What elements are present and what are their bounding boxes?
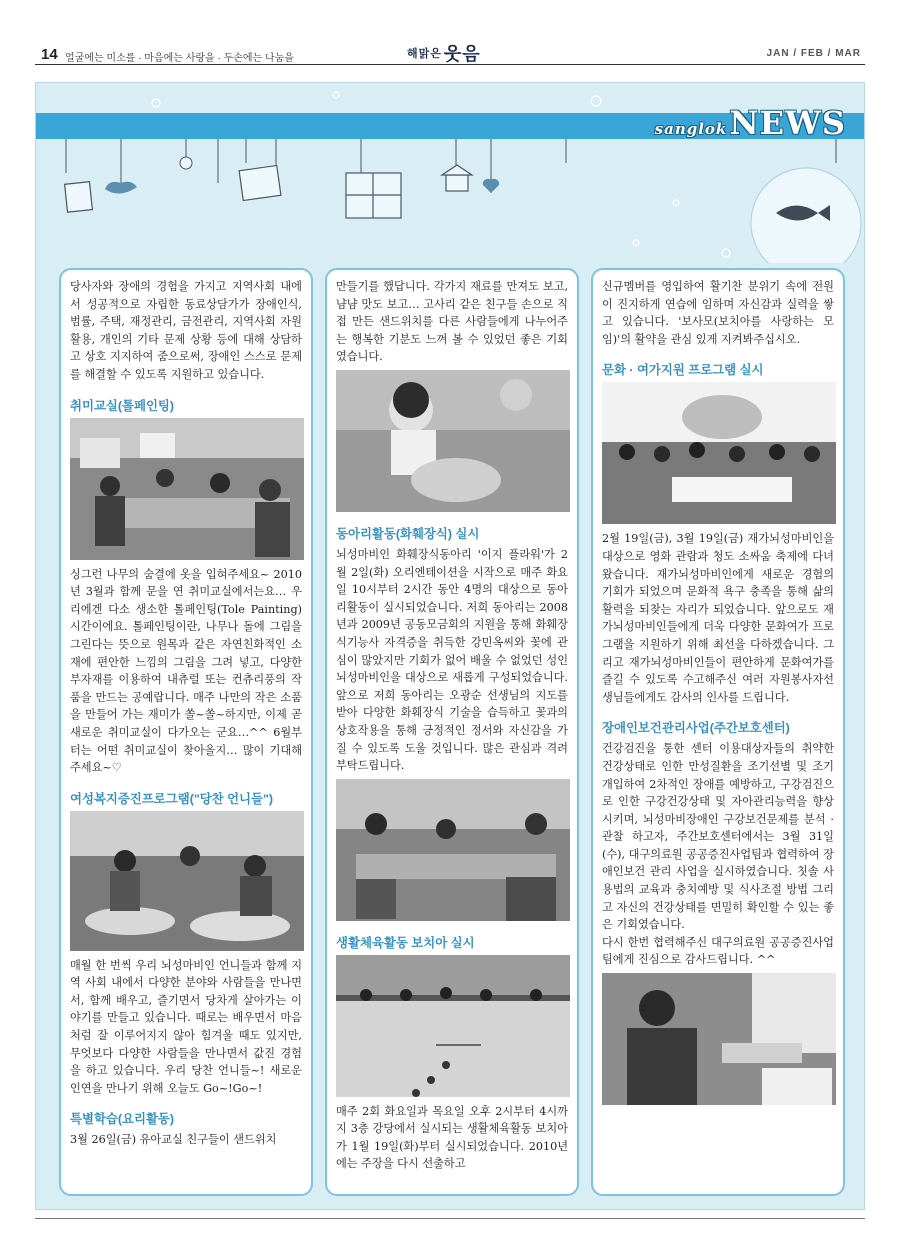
intro-paragraph: 당사자와 장애의 경험을 가지고 지역사회 내에서 성공적으로 자립한 동료상담가가 장애인식, 범률, 주택, 재정관리, 금전관리, 지역사회 자원 활용, 개인의 기타 문제 상황 등에 대해 상담하고 상호 지지하여 줌으로써, 장애인 스스로 문제를 해결할 수 있도록 지원하고 있습니다. xyxy=(70,280,302,381)
photo-women-program xyxy=(70,811,304,951)
issue-months: JAN / FEB / MAR xyxy=(766,48,861,59)
page-footer-line xyxy=(35,1218,865,1219)
leaf-icon xyxy=(105,182,137,194)
section-heading-health: 장애인보건관리사업(주간보호센터) xyxy=(602,721,790,736)
section-heading-boccia: 생활체육활동 보치아 실시 xyxy=(336,935,475,950)
boccia-paragraph: 매주 2회 화요일과 목요일 오후 2시부터 4시까지 3층 강당에서 실시되는 생활체육활동 보치아가 1월 19일(화)부터 실시되었습니다. 2010년에는 주장을 다시 선출하고 xyxy=(336,1104,568,1171)
women-paragraph: 매월 한 번씩 우리 뇌성마비인 언니들과 함께 지역 사회 내에서 다양한 분야와 사람들을 만나면서, 함께 배우고, 즐기면서 당차게 살아가는 이야기를 만들고 있습니다. 때로는 배우면서 마음처럼 잘 이루어지지 않아 힘겨울 때도 있지만, 무엇보다 다양한 사람들을 만나면서 값진 경험을 하고 있습니다. 우리 당찬 언니들~! 새로운 인연을 만나기 위해 오늘도 Go~!Go~! xyxy=(70,958,302,1095)
article-column-3 xyxy=(591,268,845,1196)
fish-circle-icon xyxy=(751,168,861,263)
heart-icon xyxy=(483,179,499,193)
photo-flower-club xyxy=(336,779,570,921)
flower-paragraph: 뇌성마비인 화훼장식동아리 '이지 플라워'가 2월 2일(화) 오리엔테이션을 시작으로 매주 화요일 10시부터 2시간 동안 4명의 대상으로 동아리활동이 실시되었습니다. 저희 동아리는 2008년과 2009년 공동모금회의 지원을 통해 화훼장식기능사 자격증을 취득한 강민옥씨와 꽃에 관심이 많았지만 기회가 없어 배울 수 없었던 성인뇌성마비인을 대상으로 새롭게 구성되었습니다. 앞으로 저희 동아리는 오광순 선생님의 지도를 받아 다양한 화훼장식 기술을 습득하고 꽃과의 상호작용을 통해 긍정적인 정서와 자신감을 가질 수 있도록 도울 것입니다. 많은 관심과 격려 부탁드립니다. xyxy=(336,547,568,773)
news-title-prefix: sanglok xyxy=(654,120,728,138)
photo-child-sandwich xyxy=(336,370,570,512)
photo-tole-painting xyxy=(70,418,304,560)
photo-health-checkup xyxy=(602,973,836,1105)
logo-small-text: 해맑은 xyxy=(407,48,442,60)
hobby-paragraph: 싱그런 나무의 숨결에 옷을 입혀주세요~ 2010년 3월과 함께 문을 연 취미교실에서는요… 우리에겐 다소 생소한 톨페인팅(Tole Painting)시간이에요. 톨페인팅이란, 나무나 돌에 그림을 그린다는 뜻으로 원목과 같은 자연친화적인 소재에 편안한 느낌의 그림을 그려 넣고, 다양한 부자재를 이용하여 내츄럴 또는 컨츄리풍의 작품을 만드는 공예랍니다. 매주 나만의 작은 소품을 만들어 가는 재미가 쏠~쏠~하지만, 이제 곧 새로운 취미교실이 다가오는 군요…^^ 6월부터는 어떤 취미교실이 찾아올지… 많이 기대해 주세요~♡ xyxy=(70,567,302,775)
section-heading-culture: 문화 · 여가지원 프로그램 실시 xyxy=(602,363,764,378)
health-paragraph: 건강검진을 통한 센터 이용대상자들의 취약한 건강상태로 인한 만성질환을 조기선별 및 조기 개입하여 2차적인 장애를 예방하고, 구강검진으로 인한 구강건강상태 및 자아관리능력을 향상시키며, 뇌성마비장애인 구강보건문제를 분석 · 관찰 하고자, 주간보호센터에서는 3월 31일(수), 대구의료원 공공증진사업팀과 협력하여 장애인보건 관리 사업을 실시하였습니다. 칫솔 사용법의 교육과 충치예방 및 식사조절 방법 그리고 자신의 건강상태를 면밀히 확인할 수 있는 좋은 기회였습니다. xyxy=(602,742,834,932)
header-slogan: 얼굴에는 미소를 · 마음에는 사랑을 · 두손에는 나눔을 xyxy=(65,53,294,64)
photo-culture-group xyxy=(602,382,836,524)
health-thanks-paragraph: 다시 한번 협력해주신 대구의료원 공공증진사업팀에게 진심으로 감사드립니다. ^^ xyxy=(602,935,834,967)
section-heading-women: 여성복지증진프로그램("당찬 언니들") xyxy=(70,791,273,806)
section-heading-flower: 동아리활동(화훼장식) 실시 xyxy=(336,526,480,541)
culture-paragraph: 2월 19일(금), 3월 19일(금) 재가뇌성마비인을 대상으로 영화 관람과 청도 소싸움 축제에 다녀왔습니다. 재가뇌성마비인에게 새로운 경험의 기회가 되었으며 문화적 욕구 충족을 통해 삶의 활력을 되찾는 자리가 되었습니다. 앞으로도 재가뇌성마비인들에게 더욱 다양한 문화여가 프로그램을 지원하기 위해 최선을 다하겠습니다. 그리고 재가뇌성마비인들이 편안하게 문화여가를 즐길 수 있도록 수고해주신 여러 자원봉사자선생님들에게도 감사의 인사를 드립니다. xyxy=(602,532,834,704)
hanging-decorations xyxy=(36,83,865,263)
cooking-paragraph: 3월 26일(금) 유아교실 친구들이 샌드위치 xyxy=(70,1133,277,1147)
boccia-continued-paragraph: 신규멤버를 영입하여 활기찬 분위기 속에 전원이 진지하게 연습에 임하며 자신감과 실력을 쌓고 있습니다. '보사모(보치아를 사랑하는 모임)'의 활약을 관심 있게 지켜봐주십시오. xyxy=(602,280,834,346)
photo-boccia xyxy=(336,955,570,1097)
page-header xyxy=(35,38,865,65)
section-heading-hobby: 취미교실(톨페인팅) xyxy=(70,398,175,413)
magazine-logo xyxy=(407,40,481,66)
page-number: 14 xyxy=(41,46,58,63)
logo-big-text: 웃음 xyxy=(443,44,481,64)
house-icon xyxy=(442,165,472,191)
article-column-1 xyxy=(59,268,313,1196)
article-column-2 xyxy=(325,268,579,1196)
sandwich-paragraph: 만들기를 했답니다. 각가지 재료를 만져도 보고, 냠냠 맛도 보고… 고사리 같은 친구들 손으로 직접 만든 샌드위치를 다른 사람들에게 나누어주는 행복한 기분도 느껴 볼 수 있었던 좋은 기회였습니다. xyxy=(336,280,568,364)
news-title-word: NEWS xyxy=(729,104,846,142)
section-heading-cooking: 특별학습(요리활동) xyxy=(70,1112,175,1127)
